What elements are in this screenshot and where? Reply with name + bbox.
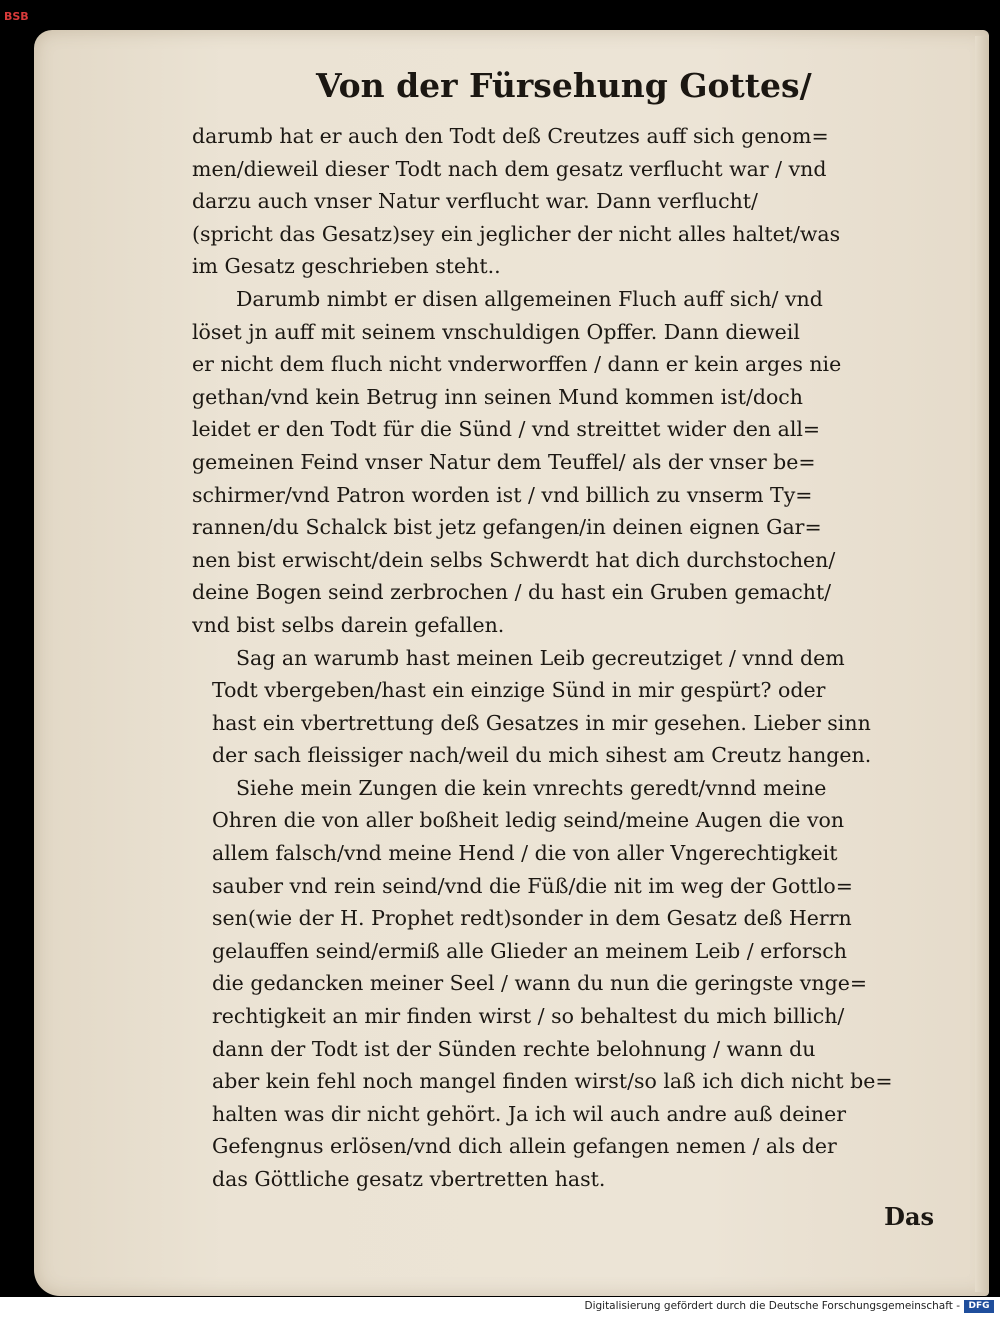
text-line: halten was dir nicht gehört. Ja ich wil auch andre auß deiner — [212, 1101, 847, 1126]
text-line: deine Bogen seind zerbrochen / du hast ein Gruben gemacht/ — [192, 580, 832, 605]
catchword: Das — [884, 1202, 934, 1231]
text-line: darzu auch vnser Natur verflucht war. Dann verflucht/ — [192, 189, 758, 214]
text-line: allem falsch/vnd meine Hend / die von aller Vngerechtigkeit — [212, 841, 838, 866]
text-line: er nicht dem fluch nicht vnderworffen / dann er kein arges nie — [192, 352, 842, 377]
text-line: vnd bist selbs darein gefallen. — [192, 612, 505, 637]
text-line: der sach fleissiger nach/weil du mich sihest am Creutz hangen. — [212, 743, 872, 768]
text-line: leidet er den Todt für die Sünd / vnd streittet wider den all= — [192, 417, 821, 442]
text-line: Gefengnus erlösen/vnd dich allein gefangen nemen / als der — [212, 1134, 837, 1159]
text-line: darumb hat er auch den Todt deß Creutzes auff sich genom= — [192, 124, 829, 148]
text-line: Todt vbergeben/hast ein einzige Sünd in mir gespürt? oder — [212, 678, 826, 703]
text-line: men/dieweil dieser Todt nach dem gesatz verflucht war / vnd — [192, 156, 827, 181]
text-line: sauber vnd rein seind/vnd die Füß/die nit im weg der Gottlo= — [212, 873, 853, 898]
text-line: aber kein fehl noch mangel finden wirst/so laß ich dich nicht be= — [212, 1069, 893, 1094]
footer-bar — [0, 1297, 1000, 1317]
text-line: Siehe mein Zungen die kein vnrechts geredt/vnnd meine — [236, 775, 827, 800]
text-line: Ohren die von aller boßheit ledig seind/meine Augen die von — [212, 808, 845, 833]
dfg-logo: DFG — [964, 1300, 994, 1313]
text-line: gemeinen Feind vnser Natur dem Teuffel/ als der vnser be= — [192, 449, 816, 474]
page-edge — [975, 36, 989, 1292]
text-line: Darumb nimbt er disen allgemeinen Fluch auff sich/ vnd — [236, 286, 823, 311]
text-line: Sag an warumb hast meinen Leib gecreutziget / vnnd dem — [236, 645, 845, 670]
text-line: im Gesatz geschrieben steht.. — [192, 254, 501, 279]
text-line: dann der Todt ist der Sünden rechte belohnung / wann du — [212, 1036, 816, 1061]
text-line: rechtigkeit an mir finden wirst / so behaltest du mich billich/ — [212, 1004, 845, 1029]
text-line: löset jn auff mit seinem vnschuldigen Opffer. Dann dieweil — [192, 319, 800, 344]
library-mark: BSB — [4, 10, 29, 23]
text-line: gethan/vnd kein Betrug inn seinen Mund kommen ist/doch — [192, 384, 803, 409]
running-head: Von der Fürsehung Gottes/ — [316, 66, 812, 105]
text-line: gelauffen seind/ermiß alle Glieder an meinem Leib / erforsch — [212, 938, 847, 963]
text-line: sen(wie der H. Prophet redt)sonder in dem Gesatz deß Herrn — [212, 906, 852, 931]
text-line: schirmer/vnd Patron worden ist / vnd billich zu vnserm Ty= — [192, 482, 813, 507]
text-line: nen bist erwischt/dein selbs Schwerdt hat dich durchstochen/ — [192, 547, 836, 572]
text-line: (spricht das Gesatz)sey ein jeglicher der nicht alles haltet/was — [192, 221, 841, 246]
text-line: die gedancken meiner Seel / wann du nun die geringste vnge= — [212, 971, 868, 996]
body-text — [192, 120, 914, 1196]
text-line: hast ein vbertrettung deß Gesatzes in mir gesehen. Lieber sinn — [212, 710, 871, 735]
text-line: rannen/du Schalck bist jetz gefangen/in deinen eignen Gar= — [192, 515, 822, 540]
text-line: das Göttliche gesatz vbertretten hast. — [212, 1167, 606, 1191]
funding-notice: Digitalisierung gefördert durch die Deutsche Forschungsgemeinschaft - — [584, 1300, 960, 1312]
